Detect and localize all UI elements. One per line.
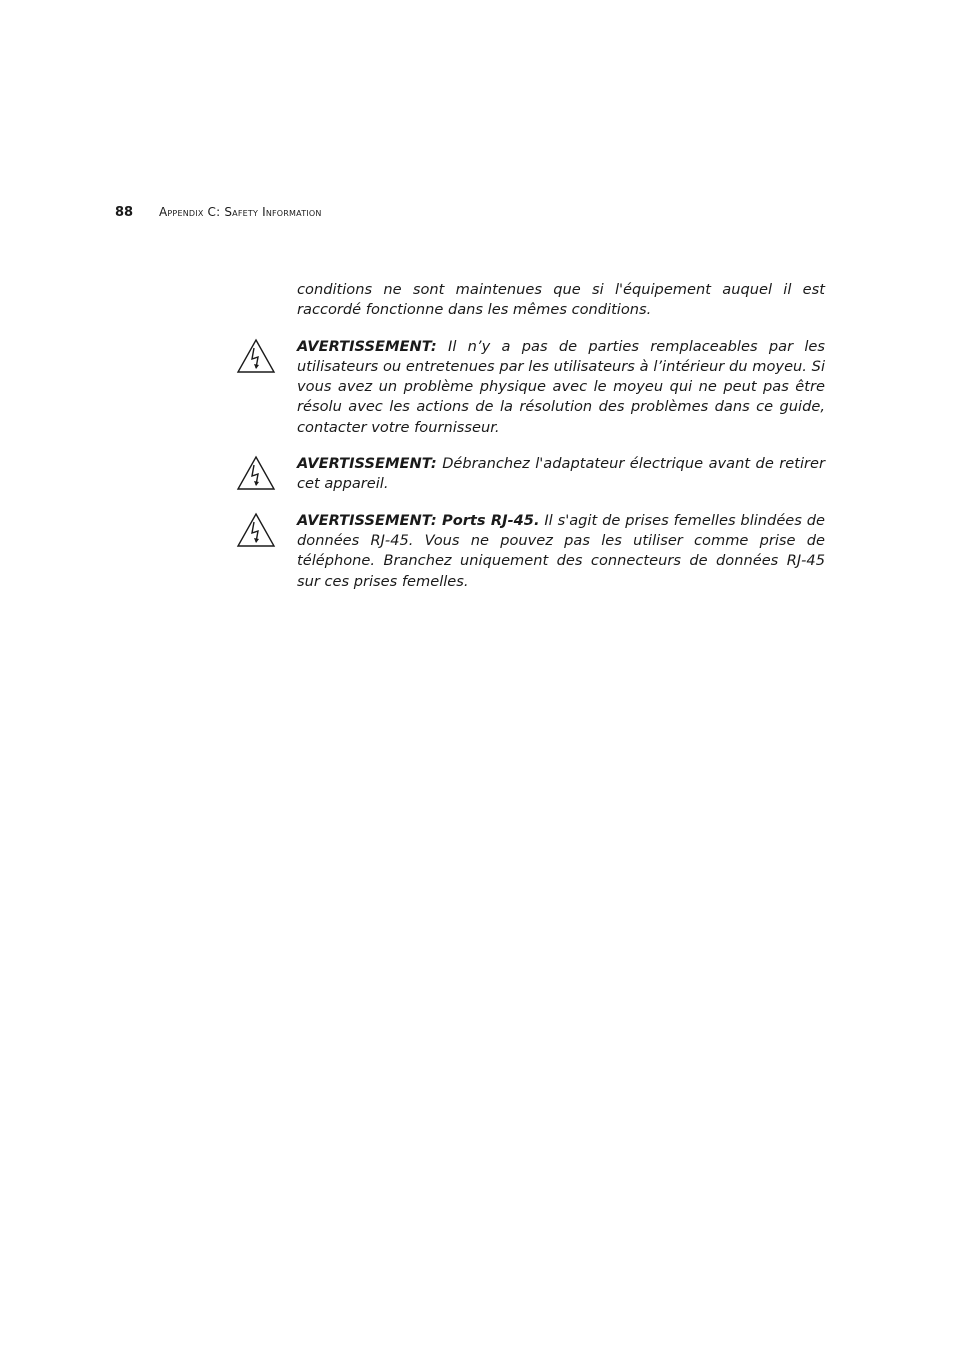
electrical-hazard-icon bbox=[236, 455, 276, 491]
lead-paragraph: conditions ne sont maintenues que si l'équipement auquel il est raccordé fonctionne dans les mêmes conditions. bbox=[297, 281, 825, 319]
warning-label: AVERTISSEMENT: Ports RJ-45. bbox=[297, 511, 540, 529]
electrical-hazard-icon bbox=[236, 338, 276, 374]
warning-body: Débranchez l'adaptateur électrique avant de retirer cet appareil. bbox=[297, 455, 826, 493]
warning-label: AVERTISSEMENT: bbox=[297, 337, 437, 355]
warning-body: Il s'agit de prises femelles blindées de données RJ-45. Vous ne pouvez pas les utiliser comme prise de téléphone. Branchez uniquement des connecteurs de données RJ-45 sur ces prises femelles. bbox=[297, 511, 825, 590]
electrical-hazard-icon bbox=[236, 512, 276, 548]
page-content bbox=[297, 280, 825, 608]
warning-text bbox=[297, 511, 825, 592]
page-number: 88 bbox=[115, 205, 134, 220]
warning-label: AVERTISSEMENT: bbox=[297, 455, 437, 473]
warning-text bbox=[297, 337, 825, 438]
warning-block bbox=[297, 454, 825, 495]
warning-text bbox=[297, 454, 825, 495]
running-head: Appendix C: Safety Information bbox=[159, 205, 322, 219]
warning-body: Il n’y a pas de parties remplaceables par les utilisateurs ou entretenues par les utilisateurs à l’intérieur du moyeu. Si vous avez un problème physique avec le moyeu qui ne peut pas être résolu avec les actions de la résolution des problèmes dans ce guide, contacter votre fournisseur. bbox=[297, 337, 826, 436]
warning-block bbox=[297, 511, 825, 592]
warning-block bbox=[297, 337, 825, 438]
page-header bbox=[115, 205, 322, 220]
